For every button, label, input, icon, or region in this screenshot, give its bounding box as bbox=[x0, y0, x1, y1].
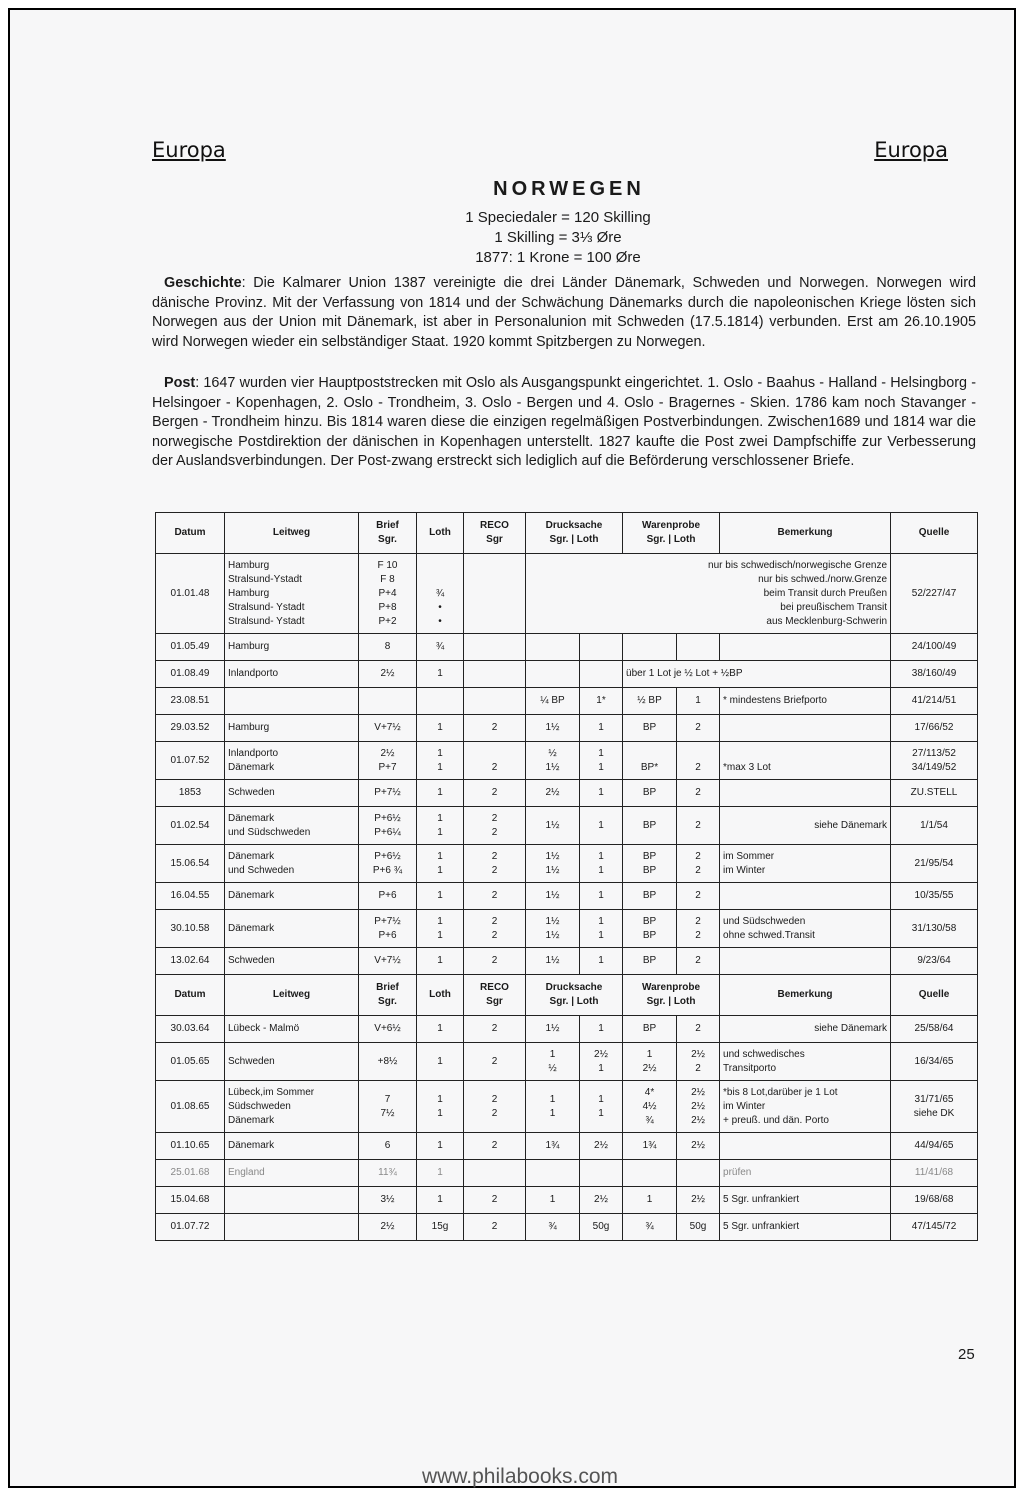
header-label: Drucksache bbox=[545, 520, 603, 531]
cell-reco: 2 bbox=[464, 715, 526, 742]
cell-reco bbox=[464, 634, 526, 661]
table-header-row bbox=[156, 975, 978, 1016]
cell-ds: ½ 1½ bbox=[526, 742, 580, 780]
cell-reco bbox=[464, 1160, 526, 1187]
cell-reco: 2 bbox=[464, 948, 526, 975]
cell-ws: BP bbox=[623, 948, 677, 975]
postal-rates-table bbox=[155, 512, 978, 1241]
cell-datum: 13.02.64 bbox=[156, 948, 225, 975]
cell-quelle: 27/113/52 34/149/52 bbox=[891, 742, 978, 780]
cell-datum: 15.06.54 bbox=[156, 845, 225, 883]
cell-datum: 01.02.54 bbox=[156, 807, 225, 845]
header-label: Sgr. | Loth bbox=[646, 996, 696, 1007]
cell-ws bbox=[623, 1160, 677, 1187]
cell-ws: BP bbox=[623, 883, 677, 910]
cell-brief: 2½ bbox=[359, 661, 417, 688]
cell-ws: 1 2½ bbox=[623, 1043, 677, 1081]
cell-dl: 1 1 bbox=[580, 1081, 623, 1133]
table-row bbox=[156, 1043, 978, 1081]
cell-reco: 2 bbox=[464, 1214, 526, 1241]
cell-dl: 50g bbox=[580, 1214, 623, 1241]
cell-dl: 1 bbox=[580, 780, 623, 807]
header-label: Datum bbox=[174, 527, 206, 538]
cell-ds: 1½ bbox=[526, 807, 580, 845]
cell-wl: 2 2 bbox=[677, 910, 720, 948]
cell-leitweg: England bbox=[225, 1160, 359, 1187]
header-label: Bemerkung bbox=[777, 527, 833, 538]
cell-quelle: 44/94/65 bbox=[891, 1133, 978, 1160]
cell-loth: 1 1 bbox=[417, 845, 464, 883]
cell-dl: 1 bbox=[580, 883, 623, 910]
cell-brief: V+7½ bbox=[359, 948, 417, 975]
cell-brief: 11¾ bbox=[359, 1160, 417, 1187]
cell-ds: 1½ bbox=[526, 948, 580, 975]
cell-ds: 1 1 bbox=[526, 1081, 580, 1133]
cell-datum: 01.08.65 bbox=[156, 1081, 225, 1133]
cell-bem bbox=[720, 1133, 891, 1160]
cell-ws: BP BP bbox=[623, 910, 677, 948]
page-title: NORWEGEN bbox=[493, 178, 645, 200]
cell-dl: 1 bbox=[580, 715, 623, 742]
cell-bemerkung: nur bis schwedisch/norwegische Grenze nur bis schwed./norw.Grenze beim Transit durch Preußen bei preußischem Transit aus Mecklenburg-Schwerin bbox=[526, 554, 891, 634]
cell-brief: P+6 bbox=[359, 883, 417, 910]
post-text: : 1647 wurden vier Hauptpoststrecken mit Oslo als Ausgangspunkt eingerichtet. 1. Oslo - Baahus - Halland - Helsingborg - Helsingoer - Kopenhagen, 2. Oslo - Trondheim, 3. Oslo - Bergen und 4. Oslo - Bragernes - Skien. 1786 kam noch Stavanger - Bergen - Trondheim hinzu. Bis 1814 waren diese die einzigen regelmäßigen Postverbindungen. Zwischen1689 und 1814 war die norwegische Postdirektion der dänischen in Kopenhagen unterstellt. 1827 kaufte die Post zwei Dampfschiffe zur Verbesserung der Auslandsverbindungen. Der Post-zwang erstreckt sich lediglich auf die Beförderung verschlossener Briefe. bbox=[152, 375, 976, 470]
cell-bem: *max 3 Lot bbox=[720, 742, 891, 780]
cell-ws: BP bbox=[623, 1016, 677, 1043]
cell-brief: P+7½ P+6 bbox=[359, 910, 417, 948]
cell-quelle: 47/145/72 bbox=[891, 1214, 978, 1241]
cell-leitweg: Lübeck - Malmö bbox=[225, 1016, 359, 1043]
cell-bem: prüfen bbox=[720, 1160, 891, 1187]
table-row bbox=[156, 661, 978, 688]
cell-loth: 1 1 bbox=[417, 742, 464, 780]
cell-ds: 1½ bbox=[526, 715, 580, 742]
cell-datum: 30.10.58 bbox=[156, 910, 225, 948]
cell-dl: 1 1 bbox=[580, 845, 623, 883]
cell-brief: +8½ bbox=[359, 1043, 417, 1081]
cell-reco: 2 bbox=[464, 1187, 526, 1214]
header-label: RECO bbox=[480, 520, 509, 531]
cell-bem: 5 Sgr. unfrankiert bbox=[720, 1187, 891, 1214]
header-label: Leitweg bbox=[272, 527, 311, 538]
cell-dl: 1 bbox=[580, 1016, 623, 1043]
cell-ds bbox=[526, 634, 580, 661]
header-brief bbox=[359, 975, 417, 1016]
header-warenprobe bbox=[623, 975, 720, 1016]
table-row bbox=[156, 1187, 978, 1214]
cell-datum: 23.08.51 bbox=[156, 688, 225, 715]
cell-dl: 1 1 bbox=[580, 742, 623, 780]
cell-leitweg: Inlandporto bbox=[225, 661, 359, 688]
header-datum bbox=[156, 513, 225, 554]
cell-loth: 1 bbox=[417, 715, 464, 742]
cell-ws: BP bbox=[623, 780, 677, 807]
cell-brief: 3½ bbox=[359, 1187, 417, 1214]
cell-ws: ½ BP bbox=[623, 688, 677, 715]
cell-reco: 2 bbox=[464, 1016, 526, 1043]
table-header-row bbox=[156, 513, 978, 554]
header-datum bbox=[156, 975, 225, 1016]
header-loth bbox=[417, 975, 464, 1016]
cell-quelle: 21/95/54 bbox=[891, 845, 978, 883]
cell-ds: 1¾ bbox=[526, 1133, 580, 1160]
cell-bem bbox=[720, 715, 891, 742]
header-left: Europa bbox=[152, 138, 226, 162]
cell-datum: 01.07.72 bbox=[156, 1214, 225, 1241]
geschichte-text: : Die Kalmarer Union 1387 vereinigte die drei Länder Dänemark, Schweden und Norwegen. Norwegen wird dänische Provinz. Mit der Verfassung von 1814 und der Schwächung Dänemarks durch die napoleonischen Kriege lösten sich Norwegen aus der Union mit Dänemark, ist aber in Personalunion mit Schweden (17.5.1814) verbunden. Erst am 26.10.1905 wird Norwegen wieder ein selbständiger Staat. 1920 kommt Spitzbergen zu Norwegen. bbox=[152, 275, 976, 350]
cell-ds: 1½ bbox=[526, 883, 580, 910]
cell-leitweg: Dänemark und Schweden bbox=[225, 845, 359, 883]
page-number: 25 bbox=[958, 1346, 975, 1363]
cell-ws: 4* 4½ ¾ bbox=[623, 1081, 677, 1133]
cell-brief: 7 7½ bbox=[359, 1081, 417, 1133]
table-row bbox=[156, 845, 978, 883]
header-label: RECO bbox=[480, 982, 509, 993]
cell-leitweg: Dänemark bbox=[225, 910, 359, 948]
cell-quelle: 10/35/55 bbox=[891, 883, 978, 910]
cell-loth: ¾ bbox=[417, 634, 464, 661]
cell-reco bbox=[464, 554, 526, 634]
cell-ws: BP bbox=[623, 715, 677, 742]
cell-bem bbox=[720, 948, 891, 975]
cell-brief: 2½ P+7 bbox=[359, 742, 417, 780]
cell-bem: im Sommer im Winter bbox=[720, 845, 891, 883]
cell-loth bbox=[417, 688, 464, 715]
cell-bem: 5 Sgr. unfrankiert bbox=[720, 1214, 891, 1241]
cell-brief: V+6½ bbox=[359, 1016, 417, 1043]
cell-quelle: 31/130/58 bbox=[891, 910, 978, 948]
cell-loth: 1 1 bbox=[417, 807, 464, 845]
cell-loth: 1 bbox=[417, 1043, 464, 1081]
cell-loth: 1 bbox=[417, 1160, 464, 1187]
header-label: Sgr. | Loth bbox=[646, 534, 696, 545]
cell-brief: 8 bbox=[359, 634, 417, 661]
header-label: Datum bbox=[174, 989, 206, 1000]
cell-brief: V+7½ bbox=[359, 715, 417, 742]
table-row bbox=[156, 1016, 978, 1043]
cell-quelle: 41/214/51 bbox=[891, 688, 978, 715]
cell-ds: ¾ bbox=[526, 1214, 580, 1241]
cell-bem: und Südschweden ohne schwed.Transit bbox=[720, 910, 891, 948]
cell-ds: 1½ 1½ bbox=[526, 910, 580, 948]
cell-loth: 1 bbox=[417, 661, 464, 688]
cell-datum: 01.07.52 bbox=[156, 742, 225, 780]
cell-leitweg: Dänemark bbox=[225, 1133, 359, 1160]
table-row bbox=[156, 1214, 978, 1241]
header-drucksache bbox=[526, 975, 623, 1016]
cell-wl: 50g bbox=[677, 1214, 720, 1241]
cell-reco: 2 2 bbox=[464, 1081, 526, 1133]
cell-reco: 2 2 bbox=[464, 910, 526, 948]
cell-ws: BP bbox=[623, 807, 677, 845]
cell-loth: 1 bbox=[417, 883, 464, 910]
header-label: Quelle bbox=[918, 527, 950, 538]
cell-ws: 1¾ bbox=[623, 1133, 677, 1160]
post-paragraph bbox=[152, 374, 976, 472]
cell-quelle: 19/68/68 bbox=[891, 1187, 978, 1214]
header-label: Quelle bbox=[918, 989, 950, 1000]
cell-reco: 2 2 bbox=[464, 807, 526, 845]
cell-wl: 2 bbox=[677, 883, 720, 910]
table-row bbox=[156, 634, 978, 661]
cell-ws: ¾ bbox=[623, 1214, 677, 1241]
cell-wide: über 1 Lot je ½ Lot + ½BP bbox=[623, 661, 891, 688]
cell-loth: 1 bbox=[417, 780, 464, 807]
cell-datum: 01.05.49 bbox=[156, 634, 225, 661]
header-reco bbox=[464, 975, 526, 1016]
cell-bem: *bis 8 Lot,darüber je 1 Lot im Winter + preuß. und dän. Porto bbox=[720, 1081, 891, 1133]
cell-wl: 2½ 2 bbox=[677, 1043, 720, 1081]
header-drucksache bbox=[526, 513, 623, 554]
cell-loth: 1 1 bbox=[417, 910, 464, 948]
cell-leitweg: Dänemark bbox=[225, 883, 359, 910]
table-row bbox=[156, 780, 978, 807]
cell-datum: 16.04.55 bbox=[156, 883, 225, 910]
post-label: Post bbox=[164, 375, 196, 391]
cell-wl: 2 bbox=[677, 780, 720, 807]
header-label: Bemerkung bbox=[777, 989, 833, 1000]
table-row bbox=[156, 807, 978, 845]
header-label: Leitweg bbox=[272, 989, 311, 1000]
cell-quelle: 24/100/49 bbox=[891, 634, 978, 661]
cell-loth: 1 bbox=[417, 948, 464, 975]
cell-loth: ¾ • • bbox=[417, 554, 464, 634]
cell-wl: 2½ bbox=[677, 1133, 720, 1160]
cell-reco: 2 2 bbox=[464, 845, 526, 883]
cell-leitweg bbox=[225, 1187, 359, 1214]
table-row bbox=[156, 1081, 978, 1133]
cell-quelle: 1/1/54 bbox=[891, 807, 978, 845]
currency-line-1: 1 Speciedaler = 120 Skilling bbox=[465, 209, 651, 226]
cell-leitweg: Schweden bbox=[225, 1043, 359, 1081]
cell-loth: 1 bbox=[417, 1133, 464, 1160]
cell-leitweg: Schweden bbox=[225, 780, 359, 807]
header-loth bbox=[417, 513, 464, 554]
header-brief bbox=[359, 513, 417, 554]
cell-loth: 1 bbox=[417, 1016, 464, 1043]
cell-quelle: 52/227/47 bbox=[891, 554, 978, 634]
cell-leitweg: Lübeck,im Sommer Südschweden Dänemark bbox=[225, 1081, 359, 1133]
cell-brief: F 10 F 8 P+4 P+8 P+2 bbox=[359, 554, 417, 634]
cell-datum: 01.08.49 bbox=[156, 661, 225, 688]
cell-bem: siehe Dänemark bbox=[720, 807, 891, 845]
table-row bbox=[156, 1133, 978, 1160]
cell-ds: ¼ BP bbox=[526, 688, 580, 715]
cell-datum: 30.03.64 bbox=[156, 1016, 225, 1043]
cell-quelle: 11/41/68 bbox=[891, 1160, 978, 1187]
cell-datum: 1853 bbox=[156, 780, 225, 807]
cell-dl bbox=[580, 1160, 623, 1187]
cell-leitweg: Schweden bbox=[225, 948, 359, 975]
cell-dl bbox=[580, 634, 623, 661]
cell-reco bbox=[464, 661, 526, 688]
cell-wl bbox=[677, 1160, 720, 1187]
cell-leitweg: Hamburg Stralsund-Ystadt Hamburg Stralsund- Ystadt Stralsund- Ystadt bbox=[225, 554, 359, 634]
cell-brief: P+6½ P+6 ¾ bbox=[359, 845, 417, 883]
header-label: Loth bbox=[429, 989, 451, 1000]
cell-dl: 1* bbox=[580, 688, 623, 715]
cell-wl: 2 bbox=[677, 948, 720, 975]
table-row bbox=[156, 910, 978, 948]
cell-wl: 2½ 2½ 2½ bbox=[677, 1081, 720, 1133]
cell-quelle: ZU.STELL bbox=[891, 780, 978, 807]
footer-url: www.philabooks.com bbox=[421, 1465, 619, 1488]
cell-reco: 2 bbox=[464, 780, 526, 807]
cell-brief: 6 bbox=[359, 1133, 417, 1160]
geschichte-label: Geschichte bbox=[164, 275, 242, 291]
table-row bbox=[156, 742, 978, 780]
cell-dl: 1 1 bbox=[580, 910, 623, 948]
header-label: Sgr. | Loth bbox=[549, 534, 599, 545]
header-leitweg bbox=[225, 513, 359, 554]
header-label: Brief bbox=[376, 982, 399, 993]
cell-brief: P+6½ P+6¼ bbox=[359, 807, 417, 845]
header-label: Sgr. bbox=[378, 996, 397, 1007]
currency-line-3: 1877: 1 Krone = 100 Øre bbox=[475, 249, 641, 266]
cell-ds: 1½ 1½ bbox=[526, 845, 580, 883]
cell-ds: 1½ bbox=[526, 1016, 580, 1043]
cell-leitweg: Hamburg bbox=[225, 715, 359, 742]
cell-leitweg: Inlandporto Dänemark bbox=[225, 742, 359, 780]
cell-ws: BP BP bbox=[623, 845, 677, 883]
header-label: Warenprobe bbox=[642, 520, 700, 531]
cell-bem bbox=[720, 780, 891, 807]
cell-dl: 2½ bbox=[580, 1187, 623, 1214]
header-label: Warenprobe bbox=[642, 982, 700, 993]
cell-quelle: 16/34/65 bbox=[891, 1043, 978, 1081]
cell-reco: 2 bbox=[464, 742, 526, 780]
cell-dl bbox=[580, 661, 623, 688]
cell-reco: 2 bbox=[464, 1133, 526, 1160]
cell-leitweg: Dänemark und Südschweden bbox=[225, 807, 359, 845]
cell-datum: 29.03.52 bbox=[156, 715, 225, 742]
header-bemerkung bbox=[720, 513, 891, 554]
cell-datum: 01.01.48 bbox=[156, 554, 225, 634]
cell-loth: 1 1 bbox=[417, 1081, 464, 1133]
cell-leitweg bbox=[225, 1214, 359, 1241]
cell-loth: 1 bbox=[417, 1187, 464, 1214]
cell-wl: 2 bbox=[677, 715, 720, 742]
table-row bbox=[156, 715, 978, 742]
header-warenprobe bbox=[623, 513, 720, 554]
cell-bem bbox=[720, 883, 891, 910]
cell-wl bbox=[677, 634, 720, 661]
cell-datum: 25.01.68 bbox=[156, 1160, 225, 1187]
cell-bem: und schwedisches Transitporto bbox=[720, 1043, 891, 1081]
cell-wl: 2½ bbox=[677, 1187, 720, 1214]
cell-wl: 2 2 bbox=[677, 845, 720, 883]
cell-dl: 1 bbox=[580, 948, 623, 975]
currency-line-2: 1 Skilling = 3⅓ Øre bbox=[494, 229, 622, 246]
cell-brief bbox=[359, 688, 417, 715]
cell-quelle: 31/71/65 siehe DK bbox=[891, 1081, 978, 1133]
cell-ds: 2½ bbox=[526, 780, 580, 807]
cell-brief: 2½ bbox=[359, 1214, 417, 1241]
cell-dl: 2½ 1 bbox=[580, 1043, 623, 1081]
cell-quelle: 38/160/49 bbox=[891, 661, 978, 688]
cell-loth: 15g bbox=[417, 1214, 464, 1241]
header-label: Brief bbox=[376, 520, 399, 531]
cell-wl: 1 bbox=[677, 688, 720, 715]
cell-leitweg: Hamburg bbox=[225, 634, 359, 661]
header-right: Europa bbox=[874, 138, 948, 162]
table-row bbox=[156, 1160, 978, 1187]
cell-dl: 2½ bbox=[580, 1133, 623, 1160]
header-label: Loth bbox=[429, 527, 451, 538]
header-label: Sgr bbox=[486, 996, 503, 1007]
geschichte-paragraph bbox=[152, 274, 976, 352]
cell-ds: 1 ½ bbox=[526, 1043, 580, 1081]
header-reco bbox=[464, 513, 526, 554]
cell-ws: BP* bbox=[623, 742, 677, 780]
header-label: Sgr bbox=[486, 534, 503, 545]
header-quelle bbox=[891, 513, 978, 554]
header-leitweg bbox=[225, 975, 359, 1016]
cell-reco: 2 bbox=[464, 1043, 526, 1081]
header-label: Sgr. bbox=[378, 534, 397, 545]
header-label: Drucksache bbox=[545, 982, 603, 993]
cell-reco: 2 bbox=[464, 883, 526, 910]
cell-ds bbox=[526, 661, 580, 688]
cell-dl: 1 bbox=[580, 807, 623, 845]
cell-wl: 2 bbox=[677, 742, 720, 780]
cell-quelle: 25/58/64 bbox=[891, 1016, 978, 1043]
table-row bbox=[156, 883, 978, 910]
cell-bem: siehe Dänemark bbox=[720, 1016, 891, 1043]
cell-quelle: 9/23/64 bbox=[891, 948, 978, 975]
table-row bbox=[156, 554, 978, 634]
cell-wl: 2 bbox=[677, 807, 720, 845]
cell-brief: P+7½ bbox=[359, 780, 417, 807]
header-quelle bbox=[891, 975, 978, 1016]
cell-datum: 01.05.65 bbox=[156, 1043, 225, 1081]
cell-bem: * mindestens Briefporto bbox=[720, 688, 891, 715]
cell-ds bbox=[526, 1160, 580, 1187]
cell-ws bbox=[623, 634, 677, 661]
cell-ws: 1 bbox=[623, 1187, 677, 1214]
header-label: Sgr. | Loth bbox=[549, 996, 599, 1007]
cell-datum: 01.10.65 bbox=[156, 1133, 225, 1160]
cell-quelle: 17/66/52 bbox=[891, 715, 978, 742]
cell-leitweg bbox=[225, 688, 359, 715]
cell-ds: 1 bbox=[526, 1187, 580, 1214]
table-row bbox=[156, 688, 978, 715]
header-bemerkung bbox=[720, 975, 891, 1016]
cell-bem bbox=[720, 634, 891, 661]
cell-wl: 2 bbox=[677, 1016, 720, 1043]
table-row bbox=[156, 948, 978, 975]
cell-reco bbox=[464, 688, 526, 715]
cell-datum: 15.04.68 bbox=[156, 1187, 225, 1214]
